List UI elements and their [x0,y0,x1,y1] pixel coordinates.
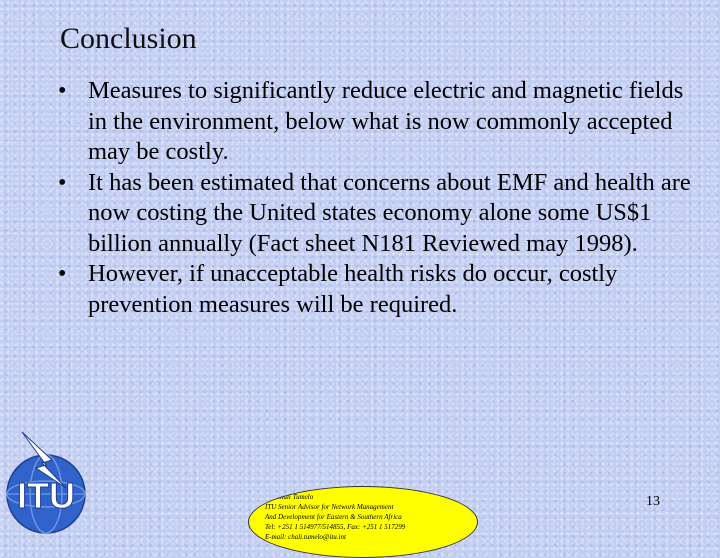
logo-text: ITU [17,475,75,516]
contact-info [265,492,405,542]
bullet-dot: • [58,78,67,104]
contact-name: Mr Chali Tumelo [265,493,314,501]
contact-bubble [248,486,478,558]
contact-phone: Tel: +251 1 514977/514855, Fax: +251 1 517299 [265,523,406,531]
bullet-item [58,259,708,320]
contact-email: E-mail: chali.tumelo@itu.int [265,533,346,541]
bullet-list [58,76,708,320]
bullet-dot: • [58,169,67,196]
bullet-item [58,168,708,260]
bullet-dot: • [58,261,67,287]
bullet-text: Measures to significantly reduce electric and magnetic fields in the environment, below what is now commonly accepted may be costly. [88,77,684,165]
contact-role: ITU Senior Advisor for Network Management [265,503,394,511]
itu-logo-icon [0,428,105,540]
bullet-item [58,76,708,168]
page-number: 13 [646,494,660,509]
slide-title: Conclusion [60,22,197,55]
bullet-text: However, if unacceptable health risks do occur, costly prevention measures will be required. [88,260,618,318]
contact-region: And Development for Eastern & Southern Africa [265,513,402,521]
bullet-text: It has been estimated that concerns about EMF and health are now costing the United states economy alone some US$1 billion annually (Fact sheet N181 Reviewed may 1998). [88,168,691,257]
